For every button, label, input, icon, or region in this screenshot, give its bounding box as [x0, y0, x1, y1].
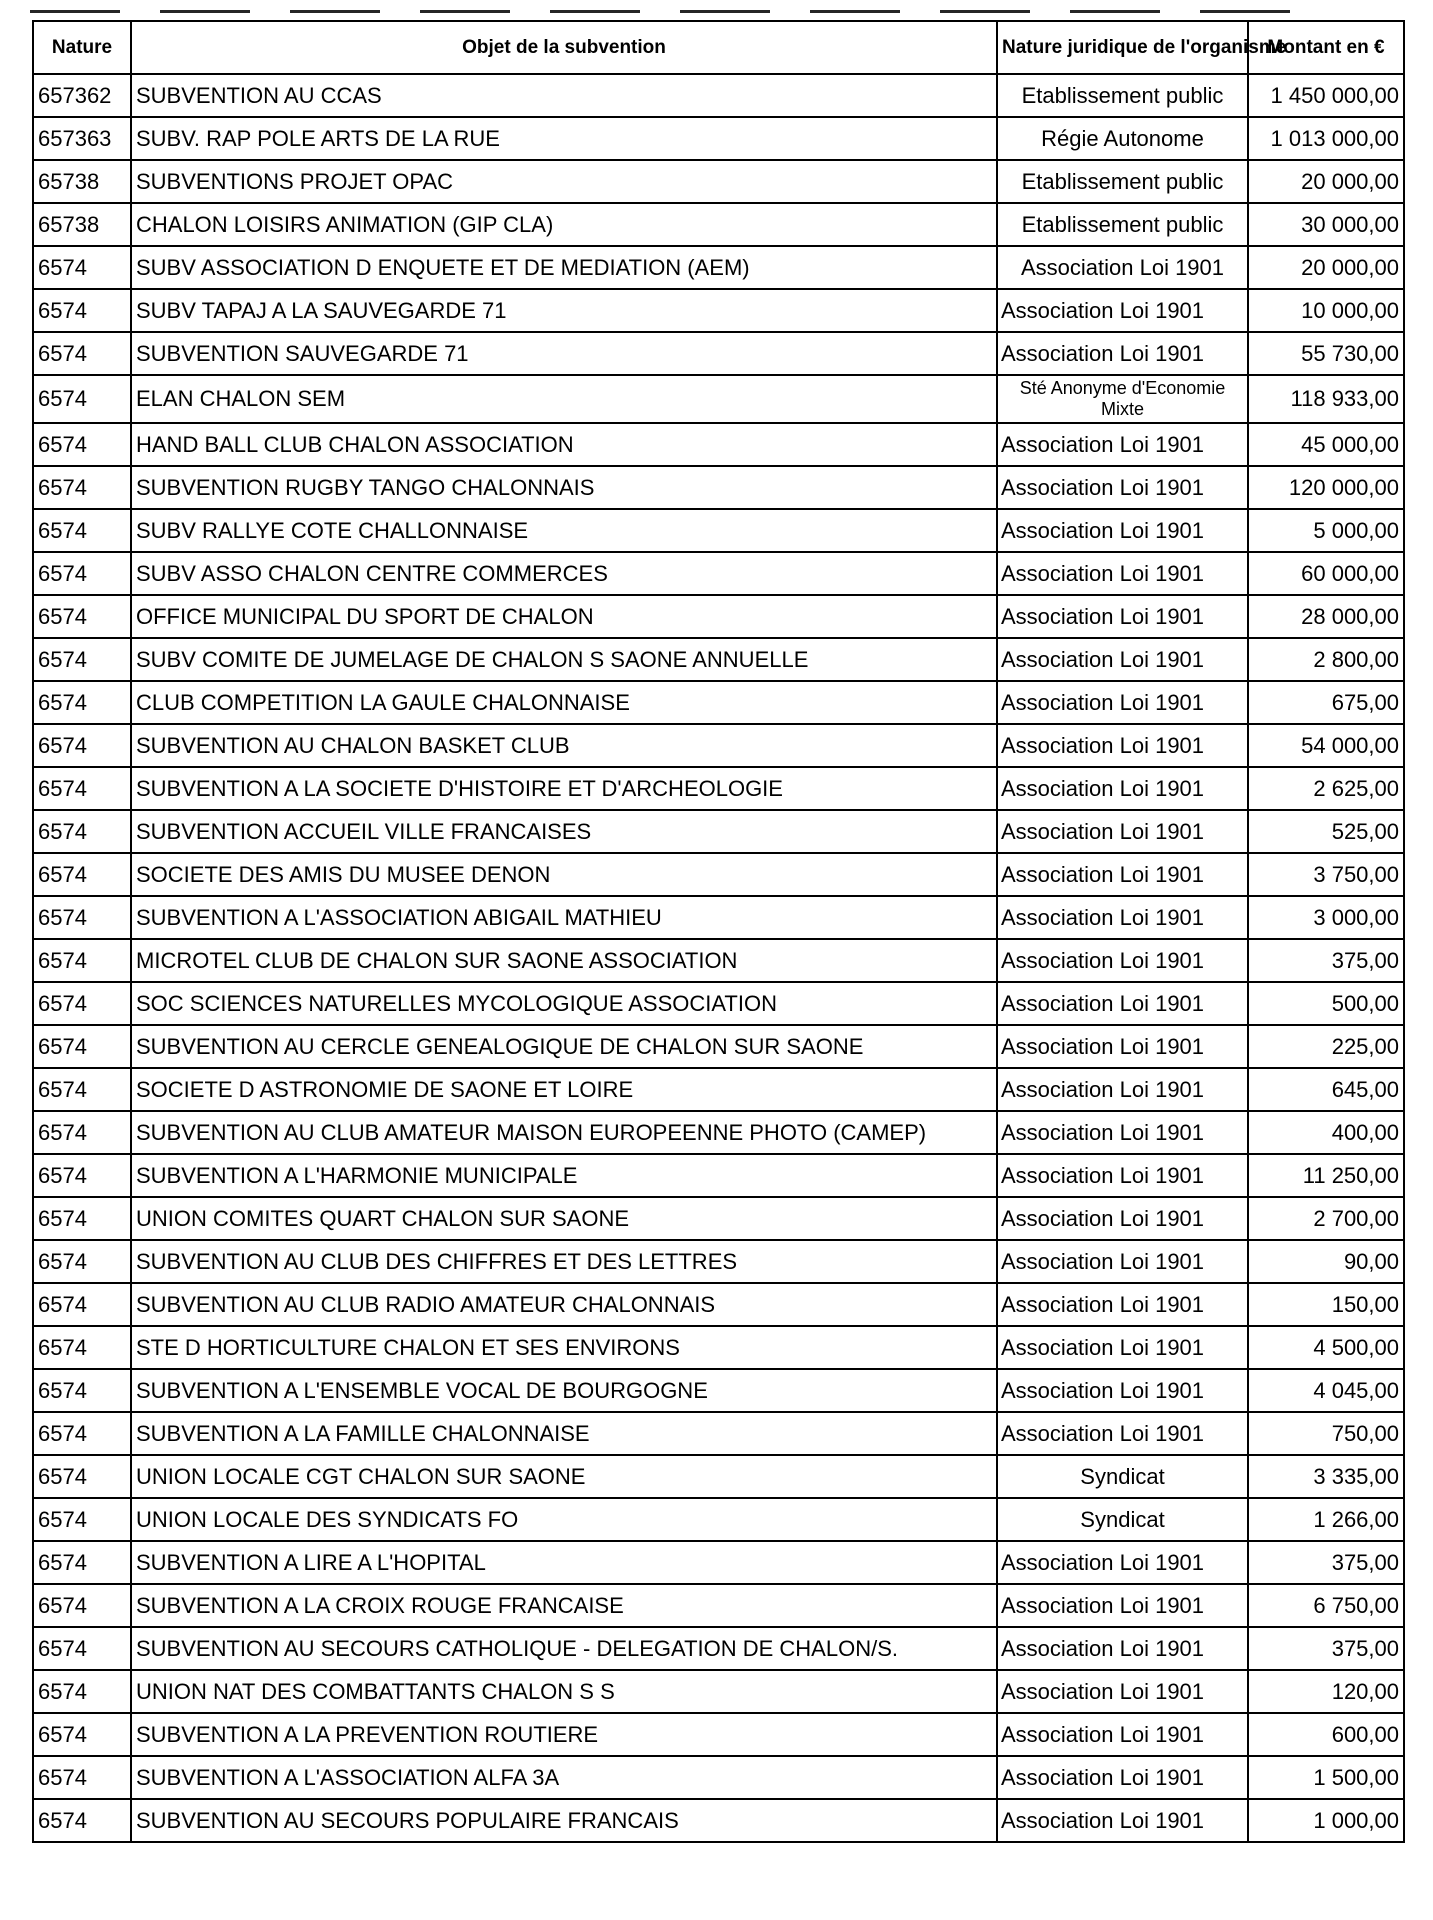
cell-nature-juridique: Association Loi 1901: [997, 595, 1248, 638]
table-row: [33, 982, 1404, 1025]
cell-objet: SOCIETE DES AMIS DU MUSEE DENON: [131, 853, 997, 896]
table-row: [33, 1799, 1404, 1842]
cell-objet: UNION LOCALE DES SYNDICATS FO: [131, 1498, 997, 1541]
cell-nature-juridique: Association Loi 1901: [997, 1283, 1248, 1326]
cell-nature-juridique: Association Loi 1901: [997, 552, 1248, 595]
cell-objet: SUBVENTION A LA SOCIETE D'HISTOIRE ET D'ARCHEOLOGIE: [131, 767, 997, 810]
cell-objet: SUBVENTION RUGBY TANGO CHALONNAIS: [131, 466, 997, 509]
cell-nature-juridique: Association Loi 1901: [997, 1068, 1248, 1111]
table-row: [33, 74, 1404, 117]
cell-nature: 6574: [33, 681, 131, 724]
cell-nature: 6574: [33, 375, 131, 423]
table-body: [33, 74, 1404, 1842]
table-row: [33, 1756, 1404, 1799]
cell-objet: HAND BALL CLUB CHALON ASSOCIATION: [131, 423, 997, 466]
cell-objet: STE D HORTICULTURE CHALON ET SES ENVIRONS: [131, 1326, 997, 1369]
cell-objet: SUBVENTION SAUVEGARDE 71: [131, 332, 997, 375]
cell-montant: 20 000,00: [1248, 160, 1404, 203]
cell-objet: SUBVENTION AU SECOURS CATHOLIQUE - DELEGATION DE CHALON/S.: [131, 1627, 997, 1670]
cell-nature-juridique: Association Loi 1901: [997, 1584, 1248, 1627]
table-row: [33, 375, 1404, 423]
cell-montant: 2 625,00: [1248, 767, 1404, 810]
table-row: [33, 203, 1404, 246]
cell-nature-juridique: Association Loi 1901: [997, 246, 1248, 289]
table-row: [33, 1541, 1404, 1584]
cell-montant: 3 335,00: [1248, 1455, 1404, 1498]
cell-objet: SUBVENTION AU SECOURS POPULAIRE FRANCAIS: [131, 1799, 997, 1842]
cell-nature: 6574: [33, 1283, 131, 1326]
table-row: [33, 939, 1404, 982]
cell-montant: 1 450 000,00: [1248, 74, 1404, 117]
table-row: [33, 1326, 1404, 1369]
cell-nature-juridique: Association Loi 1901: [997, 1541, 1248, 1584]
cell-objet: SUBVENTION A LA CROIX ROUGE FRANCAISE: [131, 1584, 997, 1627]
cell-objet: SUBVENTION A LA PREVENTION ROUTIERE: [131, 1713, 997, 1756]
cell-objet: SUBV ASSOCIATION D ENQUETE ET DE MEDIATION (AEM): [131, 246, 997, 289]
cell-nature: 6574: [33, 332, 131, 375]
table-row: [33, 1154, 1404, 1197]
cell-nature: 6574: [33, 466, 131, 509]
table-row: [33, 1068, 1404, 1111]
cell-nature: 6574: [33, 1799, 131, 1842]
cell-nature: 6574: [33, 1455, 131, 1498]
cell-nature-juridique: Sté Anonyme d'Economie Mixte: [997, 375, 1248, 423]
cell-objet: SUBVENTION ACCUEIL VILLE FRANCAISES: [131, 810, 997, 853]
cell-nature-juridique: Syndicat: [997, 1455, 1248, 1498]
cell-objet: MICROTEL CLUB DE CHALON SUR SAONE ASSOCIATION: [131, 939, 997, 982]
cell-montant: 1 500,00: [1248, 1756, 1404, 1799]
cell-nature-juridique: Association Loi 1901: [997, 1326, 1248, 1369]
table-row: [33, 466, 1404, 509]
table-row: [33, 896, 1404, 939]
cell-nature-juridique: Association Loi 1901: [997, 1369, 1248, 1412]
cell-objet: OFFICE MUNICIPAL DU SPORT DE CHALON: [131, 595, 997, 638]
cell-montant: 375,00: [1248, 1541, 1404, 1584]
table-header-row: [33, 21, 1404, 74]
cell-nature-juridique: Association Loi 1901: [997, 1197, 1248, 1240]
cell-montant: 54 000,00: [1248, 724, 1404, 767]
header-objet: Objet de la subvention: [131, 21, 997, 74]
cell-montant: 1 266,00: [1248, 1498, 1404, 1541]
cell-objet: SUBV ASSO CHALON CENTRE COMMERCES: [131, 552, 997, 595]
cell-montant: 375,00: [1248, 939, 1404, 982]
cell-nature: 6574: [33, 853, 131, 896]
cell-nature-juridique: Syndicat: [997, 1498, 1248, 1541]
cell-nature-juridique: Association Loi 1901: [997, 1240, 1248, 1283]
cell-nature: 6574: [33, 1713, 131, 1756]
cell-nature-juridique: Etablissement public: [997, 160, 1248, 203]
cell-montant: 5 000,00: [1248, 509, 1404, 552]
cell-objet: ELAN CHALON SEM: [131, 375, 997, 423]
table-row: [33, 810, 1404, 853]
cell-objet: UNION COMITES QUART CHALON SUR SAONE: [131, 1197, 997, 1240]
cell-nature-juridique: Association Loi 1901: [997, 767, 1248, 810]
cell-objet: SUBVENTION A L'ASSOCIATION ABIGAIL MATHIEU: [131, 896, 997, 939]
cell-montant: 30 000,00: [1248, 203, 1404, 246]
cell-nature: 6574: [33, 1240, 131, 1283]
cell-nature: 6574: [33, 552, 131, 595]
table-row: [33, 1713, 1404, 1756]
cell-montant: 120 000,00: [1248, 466, 1404, 509]
cell-nature-juridique: Association Loi 1901: [997, 466, 1248, 509]
cell-nature: 6574: [33, 1154, 131, 1197]
table-row: [33, 1283, 1404, 1326]
cell-nature-juridique: Association Loi 1901: [997, 509, 1248, 552]
table-row: [33, 595, 1404, 638]
cell-montant: 150,00: [1248, 1283, 1404, 1326]
cell-nature-juridique: Association Loi 1901: [997, 332, 1248, 375]
cell-nature: 6574: [33, 1197, 131, 1240]
cell-nature-juridique: Régie Autonome: [997, 117, 1248, 160]
header-nature-juridique: Nature juridique de l'organisme: [997, 21, 1248, 74]
cell-nature: 6574: [33, 767, 131, 810]
cell-nature-juridique: Association Loi 1901: [997, 1670, 1248, 1713]
table-row: [33, 853, 1404, 896]
cell-nature-juridique: Association Loi 1901: [997, 681, 1248, 724]
cell-nature-juridique: Association Loi 1901: [997, 1154, 1248, 1197]
table-row: [33, 638, 1404, 681]
cell-montant: 6 750,00: [1248, 1584, 1404, 1627]
table-row: [33, 332, 1404, 375]
cell-nature: 6574: [33, 1068, 131, 1111]
header-nature: Nature: [33, 21, 131, 74]
table-row: [33, 160, 1404, 203]
cell-montant: 10 000,00: [1248, 289, 1404, 332]
table-row: [33, 1498, 1404, 1541]
cell-montant: 400,00: [1248, 1111, 1404, 1154]
cell-nature: 6574: [33, 1627, 131, 1670]
cell-montant: 600,00: [1248, 1713, 1404, 1756]
cell-objet: SUBVENTION AU CLUB RADIO AMATEUR CHALONNAIS: [131, 1283, 997, 1326]
cell-objet: CLUB COMPETITION LA GAULE CHALONNAISE: [131, 681, 997, 724]
cell-nature: 6574: [33, 1111, 131, 1154]
cell-nature-juridique: Association Loi 1901: [997, 289, 1248, 332]
cell-objet: SUBVENTION A LIRE A L'HOPITAL: [131, 1541, 997, 1584]
cell-objet: SUBVENTION A L'ASSOCIATION ALFA 3A: [131, 1756, 997, 1799]
table-row: [33, 1240, 1404, 1283]
table-row: [33, 724, 1404, 767]
table-row: [33, 289, 1404, 332]
cell-objet: CHALON LOISIRS ANIMATION (GIP CLA): [131, 203, 997, 246]
cell-montant: 1 013 000,00: [1248, 117, 1404, 160]
subsidies-table: [32, 20, 1405, 1843]
cell-nature: 6574: [33, 289, 131, 332]
header-montant: Montant en €: [1248, 21, 1404, 74]
cell-nature: 6574: [33, 1584, 131, 1627]
cell-nature: 6574: [33, 595, 131, 638]
cell-objet: SUBV TAPAJ A LA SAUVEGARDE 71: [131, 289, 997, 332]
cell-objet: SUBVENTION A L'ENSEMBLE VOCAL DE BOURGOGNE: [131, 1369, 997, 1412]
cell-montant: 2 700,00: [1248, 1197, 1404, 1240]
cell-nature: 6574: [33, 1541, 131, 1584]
cell-nature: 6574: [33, 509, 131, 552]
cell-montant: 2 800,00: [1248, 638, 1404, 681]
cell-nature: 657362: [33, 74, 131, 117]
cell-objet: SUBVENTION AU CLUB AMATEUR MAISON EUROPEENNE PHOTO (CAMEP): [131, 1111, 997, 1154]
cell-objet: SUBVENTION AU CERCLE GENEALOGIQUE DE CHALON SUR SAONE: [131, 1025, 997, 1068]
table-row: [33, 1025, 1404, 1068]
cell-objet: SUBVENTION A LA FAMILLE CHALONNAISE: [131, 1412, 997, 1455]
cell-montant: 90,00: [1248, 1240, 1404, 1283]
cell-nature: 6574: [33, 1756, 131, 1799]
cell-nature: 6574: [33, 810, 131, 853]
cell-montant: 1 000,00: [1248, 1799, 1404, 1842]
cell-montant: 28 000,00: [1248, 595, 1404, 638]
table-row: [33, 1670, 1404, 1713]
cell-nature: 6574: [33, 1025, 131, 1068]
cell-nature: 6574: [33, 1498, 131, 1541]
table-row: [33, 423, 1404, 466]
cell-nature-juridique: Association Loi 1901: [997, 1799, 1248, 1842]
cell-montant: 525,00: [1248, 810, 1404, 853]
cell-montant: 375,00: [1248, 1627, 1404, 1670]
table-row: [33, 509, 1404, 552]
cell-nature-juridique: Etablissement public: [997, 74, 1248, 117]
cell-objet: SUBVENTION A L'HARMONIE MUNICIPALE: [131, 1154, 997, 1197]
table-row: [33, 117, 1404, 160]
cell-montant: 645,00: [1248, 1068, 1404, 1111]
cell-montant: 45 000,00: [1248, 423, 1404, 466]
table-row: [33, 246, 1404, 289]
cell-montant: 500,00: [1248, 982, 1404, 1025]
cell-montant: 675,00: [1248, 681, 1404, 724]
cell-objet: SUBV. RAP POLE ARTS DE LA RUE: [131, 117, 997, 160]
table-row: [33, 1455, 1404, 1498]
cell-objet: SUBVENTION AU CHALON BASKET CLUB: [131, 724, 997, 767]
cell-objet: SUBV RALLYE COTE CHALLONNAISE: [131, 509, 997, 552]
cell-nature: 6574: [33, 1369, 131, 1412]
table-row: [33, 1197, 1404, 1240]
table-row: [33, 1627, 1404, 1670]
cell-nature: 6574: [33, 246, 131, 289]
cell-nature-juridique: Association Loi 1901: [997, 810, 1248, 853]
cell-nature-juridique: Association Loi 1901: [997, 1111, 1248, 1154]
cell-objet: SOC SCIENCES NATURELLES MYCOLOGIQUE ASSOCIATION: [131, 982, 997, 1025]
cell-montant: 120,00: [1248, 1670, 1404, 1713]
cell-nature-juridique: Association Loi 1901: [997, 1713, 1248, 1756]
cell-nature-juridique: Etablissement public: [997, 203, 1248, 246]
cell-nature-juridique: Association Loi 1901: [997, 724, 1248, 767]
cell-nature-juridique: Association Loi 1901: [997, 853, 1248, 896]
cell-nature-juridique: Association Loi 1901: [997, 896, 1248, 939]
cell-montant: 4 500,00: [1248, 1326, 1404, 1369]
table-row: [33, 1369, 1404, 1412]
cell-montant: 118 933,00: [1248, 375, 1404, 423]
cell-nature: 6574: [33, 423, 131, 466]
cell-nature: 6574: [33, 724, 131, 767]
cell-objet: SOCIETE D ASTRONOMIE DE SAONE ET LOIRE: [131, 1068, 997, 1111]
cell-objet: SUBV COMITE DE JUMELAGE DE CHALON S SAONE ANNUELLE: [131, 638, 997, 681]
table-row: [33, 1111, 1404, 1154]
table-row: [33, 1584, 1404, 1627]
cell-nature-juridique: Association Loi 1901: [997, 982, 1248, 1025]
cell-nature: 6574: [33, 939, 131, 982]
cell-objet: SUBVENTION AU CLUB DES CHIFFRES ET DES LETTRES: [131, 1240, 997, 1283]
cell-nature-juridique: Association Loi 1901: [997, 423, 1248, 466]
table-row: [33, 1412, 1404, 1455]
cut-off-header-line: [30, 0, 1403, 8]
table-row: [33, 552, 1404, 595]
cell-montant: 60 000,00: [1248, 552, 1404, 595]
cell-objet: UNION NAT DES COMBATTANTS CHALON S S: [131, 1670, 997, 1713]
cell-montant: 4 045,00: [1248, 1369, 1404, 1412]
cell-nature: 6574: [33, 638, 131, 681]
cell-montant: 55 730,00: [1248, 332, 1404, 375]
cell-nature: 6574: [33, 1670, 131, 1713]
cell-nature-juridique: Association Loi 1901: [997, 1627, 1248, 1670]
cell-montant: 225,00: [1248, 1025, 1404, 1068]
cell-nature: 6574: [33, 982, 131, 1025]
cell-montant: 20 000,00: [1248, 246, 1404, 289]
cell-montant: 750,00: [1248, 1412, 1404, 1455]
cell-nature: 657363: [33, 117, 131, 160]
cell-objet: UNION LOCALE CGT CHALON SUR SAONE: [131, 1455, 997, 1498]
cell-nature-juridique: Association Loi 1901: [997, 638, 1248, 681]
cell-objet: SUBVENTIONS PROJET OPAC: [131, 160, 997, 203]
cell-nature-juridique: Association Loi 1901: [997, 939, 1248, 982]
cell-montant: 3 000,00: [1248, 896, 1404, 939]
cell-nature: 6574: [33, 1412, 131, 1455]
cell-nature: 6574: [33, 896, 131, 939]
cell-nature-juridique: Association Loi 1901: [997, 1756, 1248, 1799]
cell-montant: 11 250,00: [1248, 1154, 1404, 1197]
table-row: [33, 767, 1404, 810]
table-row: [33, 681, 1404, 724]
cell-nature-juridique: Association Loi 1901: [997, 1025, 1248, 1068]
cell-montant: 3 750,00: [1248, 853, 1404, 896]
cell-objet: SUBVENTION AU CCAS: [131, 74, 997, 117]
cell-nature: 65738: [33, 160, 131, 203]
cell-nature: 65738: [33, 203, 131, 246]
cell-nature-juridique: Association Loi 1901: [997, 1412, 1248, 1455]
cell-nature: 6574: [33, 1326, 131, 1369]
